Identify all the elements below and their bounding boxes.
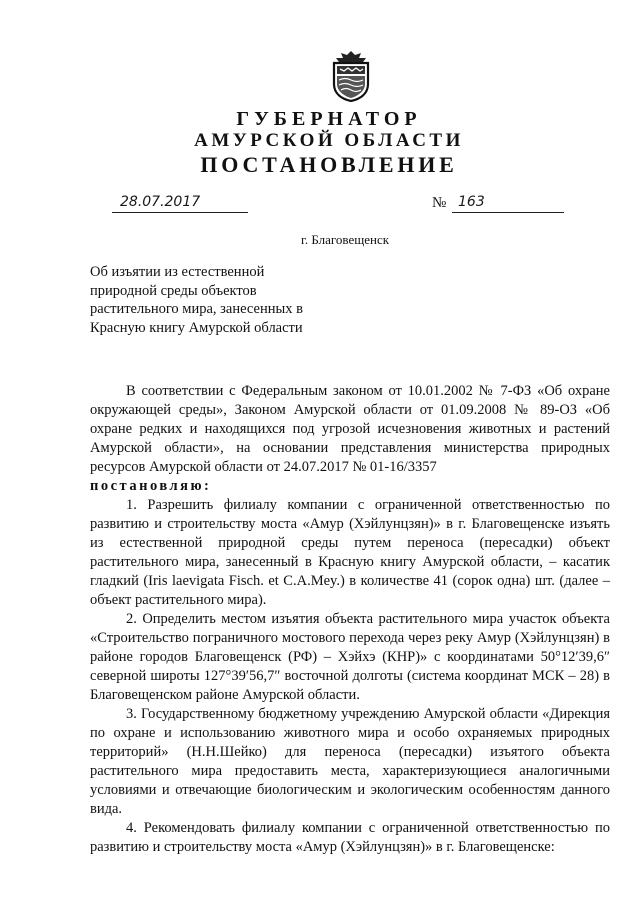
body-paragraph: 2. Определить местом изъятия объекта растительного мира участок объекта «Строительство пограничного мостового перехода через реку Амур (Хэйлунцзян) в районе городов Благовещенск (РФ) – Хэйхэ (КНР)» с координатами 50°12′39,6″ северной широты 127°39′56,7″ восточной долготы (система координат МСК – 28) в Благовещенском районе Амурской области. <box>90 611 610 703</box>
decree-word: постановляю: <box>90 478 212 494</box>
city: г. Благовещенск <box>300 232 390 247</box>
document-type-title: ПОСТАНОВЛЕНИЕ <box>200 152 458 177</box>
number-underline <box>452 212 564 213</box>
document-number: 163 <box>458 194 485 210</box>
coat-of-arms-icon <box>328 50 374 102</box>
document-body <box>90 382 610 857</box>
header-region: АМУРСКОЙ ОБЛАСТИ <box>194 130 464 151</box>
body-paragraph: 4. Рекомендовать филиалу компании с ограниченной ответственностью по развитию и строительству моста «Амур (Хэйлунцзян)» в г. Благовещенске: <box>90 820 610 855</box>
number-label: № <box>432 195 447 211</box>
document-date: 28.07.2017 <box>120 194 201 210</box>
body-paragraph: 3. Государственному бюджетному учреждению Амурской области «Дирекция по охране и использованию животного мира и особо охраняемых природных территорий» (Н.Н.Шейко) для переноса (пересадки) изъятого объекта растительного мира предоставить места, характеризующиеся аналогичными условиями и отвечающие биологическим и экологическим особенностям данного вида. <box>90 706 610 817</box>
body-paragraph: 1. Разрешить филиалу компании с ограниченной ответственностью по развитию и строительству моста «Амур (Хэйлунцзян)» в г. Благовещенске изъять из естественной природной среды путем переноса (пересадки) объект растительного мира, занесенный в Красную книгу Амурской области, – касатик гладкий (Iris laevigata Fisch. et C.A.Mey.) в количестве 41 (сорок одна) шт. (далее – объект растительного мира). <box>90 497 610 608</box>
preamble-paragraph: В соответствии с Федеральным законом от 10.01.2002 № 7-ФЗ «Об охране окружающей среды», Законом Амурской области от 01.09.2008 № 89-ОЗ «Об охране редких и находящихся под угрозой исчезновения животных и растений Амурской области», на основании представления министерства природных ресурсов Амурской области от 24.07.2017 № 01-16/3357 <box>90 383 610 475</box>
header-governor: ГУБЕРНАТОР <box>236 108 422 130</box>
document-subject: Об изъятии из естественной природной среды объектов растительного мира, занесенных в Красную книгу Амурской области <box>90 264 303 336</box>
date-underline <box>112 212 248 213</box>
